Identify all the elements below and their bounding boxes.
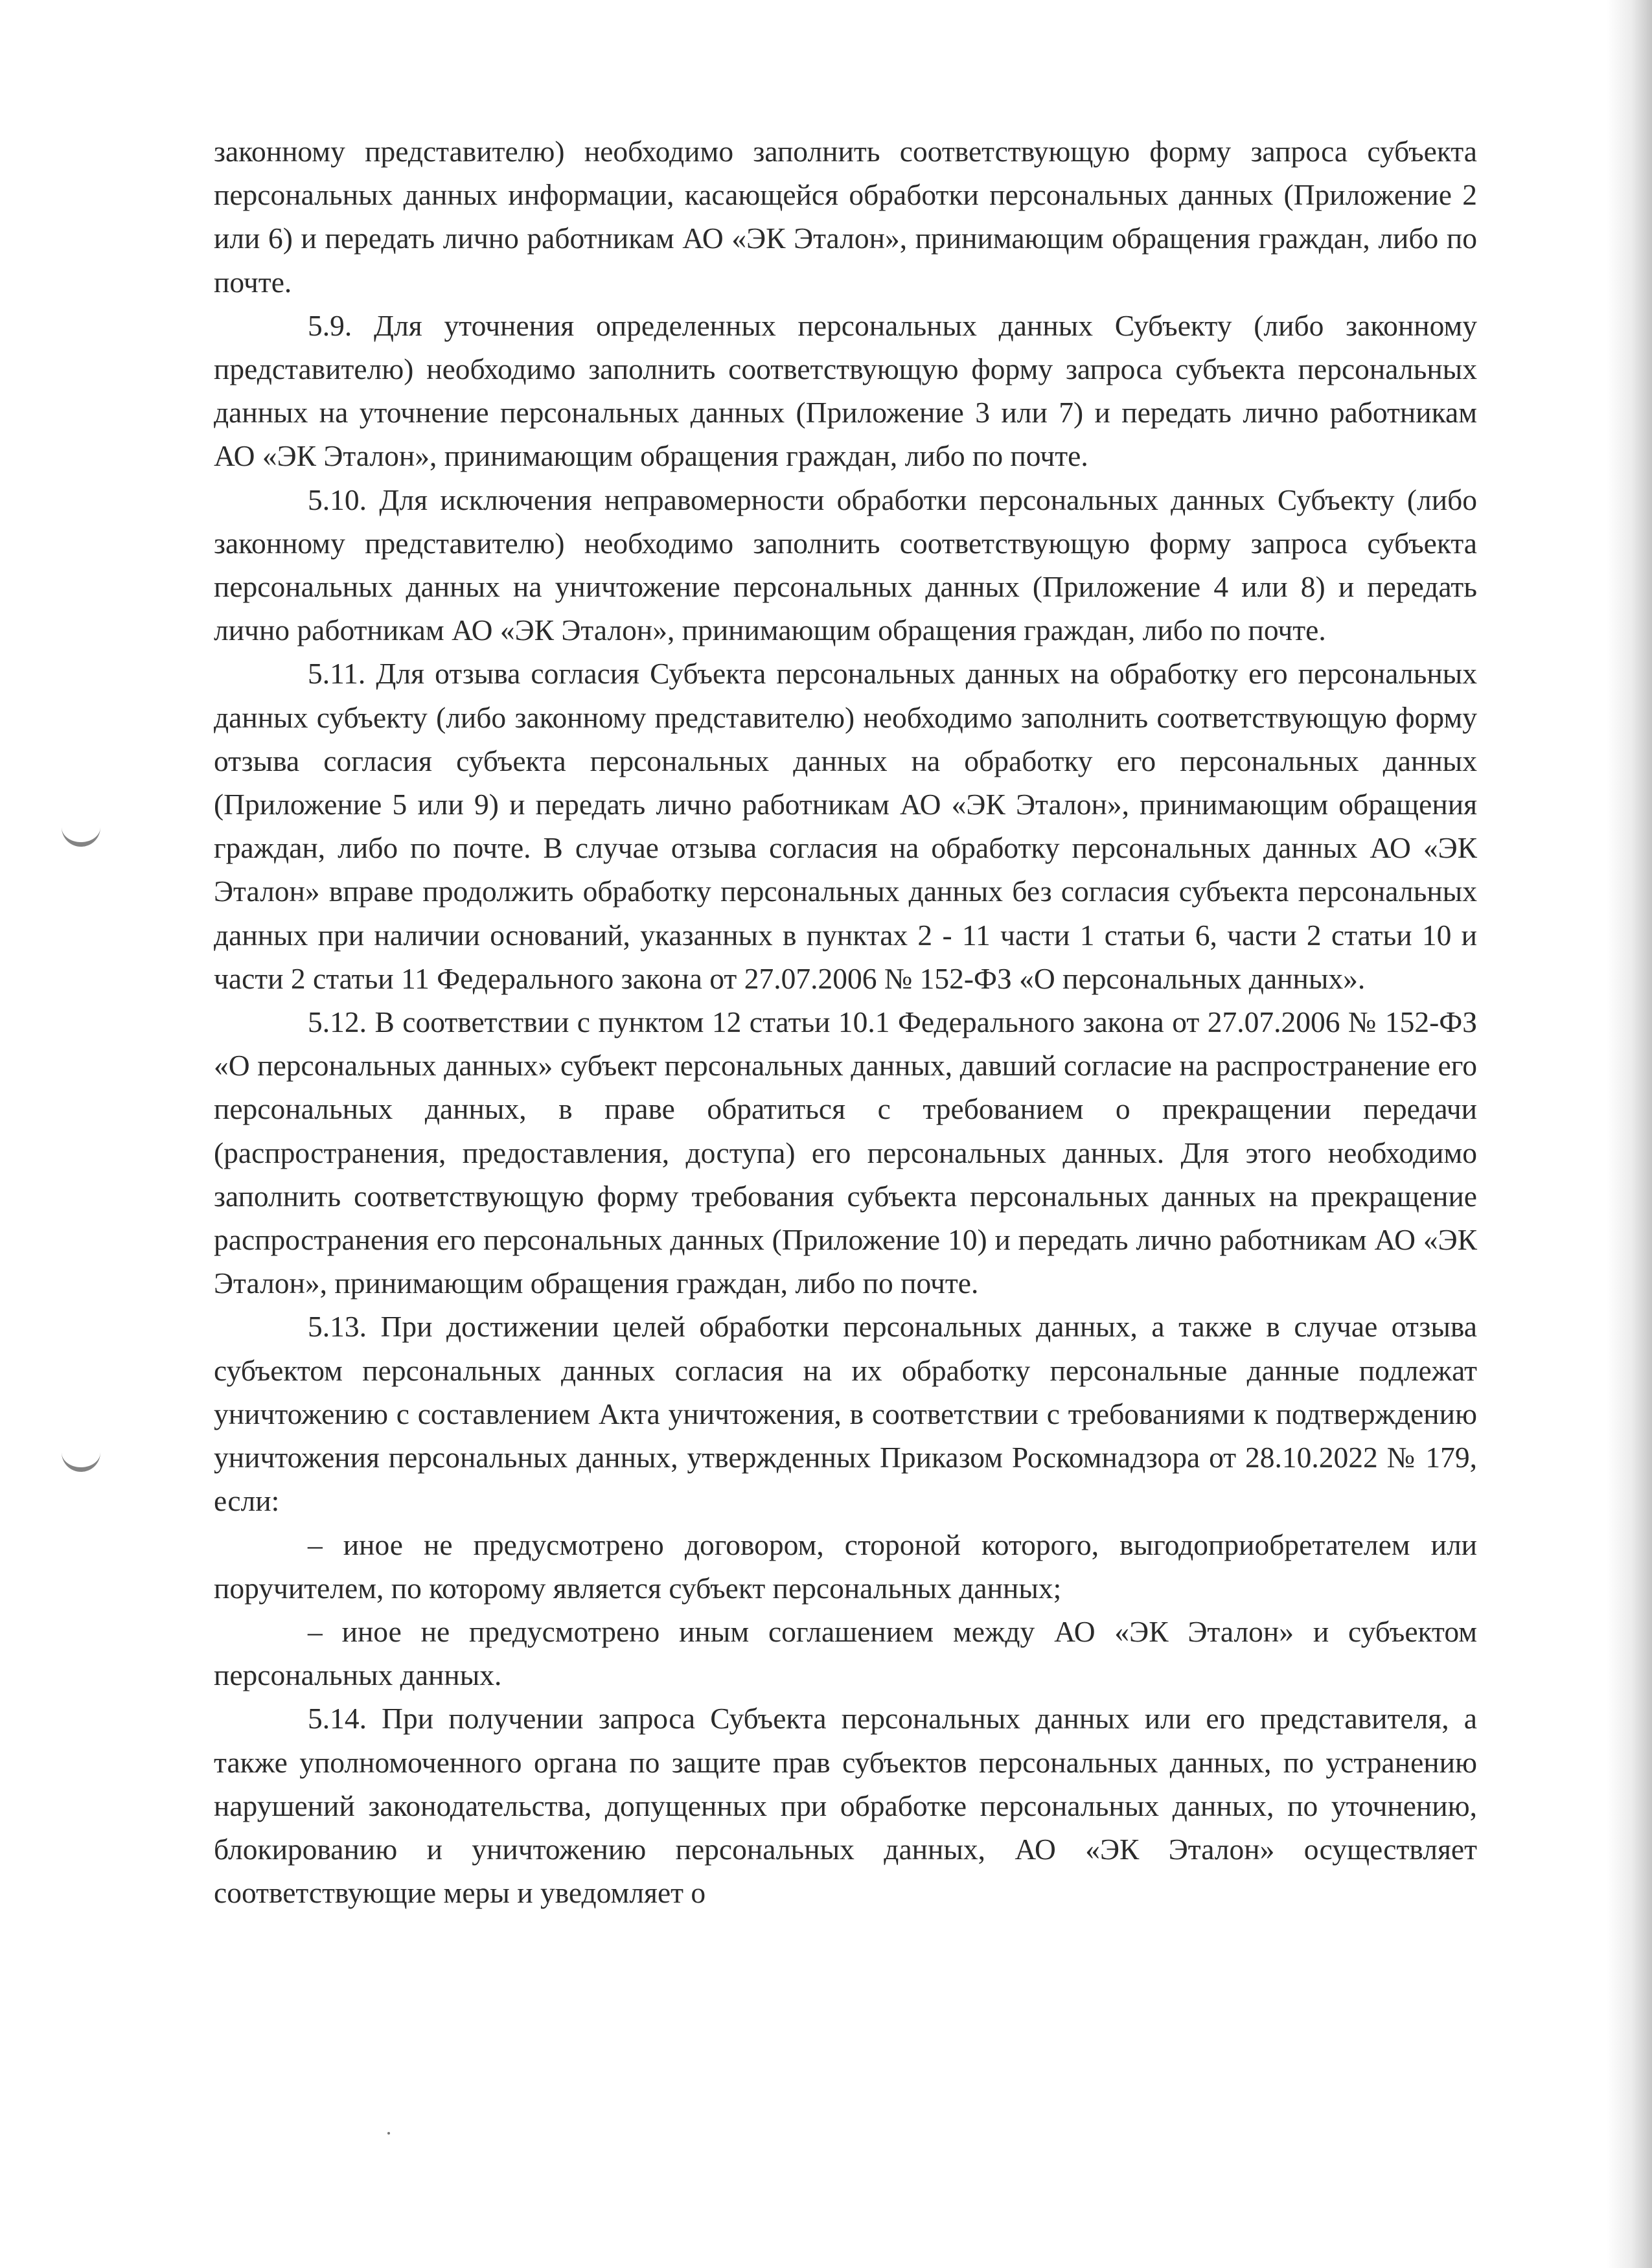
paragraph-5-11: 5.11. Для отзыва согласия Субъекта персональных данных на обработку его персональных данных субъекту (либо законному представителю) необходимо заполнить соответствующую форму отзыва согласия субъекта персональных данных на обработку его персональных данных (Приложение 5 или 9) и передать лично работникам АО «ЭК Эталон», принимающим обращения граждан, либо по почте. В случае отзыва согласия на обработку персональных данных АО «ЭК Эталон» вправе продолжить обработку персональных данных без согласия субъекта персональных данных при наличии оснований, указанных в пунктах 2 - 11 части 1 статьи 6, части 2 статьи 10 и части 2 статьи 11 Федерального закона от 27.07.2006 № 152-ФЗ «О персональных данных». xyxy=(214,657,1477,995)
scan-edge-shadow xyxy=(1607,0,1652,2268)
list-item-agreement: – иное не предусмотрено иным соглашением между АО «ЭК Эталон» и субъектом персональных данных. xyxy=(214,1614,1477,1692)
paragraph-continuation: законному представителю) необходимо заполнить соответствующую форму запроса субъекта персональных данных информации, касающейся обработки персональных данных (Приложение 2 или 6) и передать лично работникам АО «ЭК Эталон», принимающим обращения граждан, либо по почте. xyxy=(214,135,1477,299)
document-body xyxy=(214,130,1477,1914)
scan-speck xyxy=(387,2132,390,2135)
paragraph-5-13: 5.13. При достижении целей обработки персональных данных, а также в случае отзыва субъектом персональных данных согласия на их обработку персональные данные подлежат уничтожению с составлением Акта уничтожения, в соответствии с требованиями к подтверждению уничтожения персональных данных, утвержденных Приказом Роскомнадзора от 28.10.2022 № 179, если: xyxy=(214,1310,1477,1518)
punch-hole-mark xyxy=(62,1448,100,1472)
paragraph-5-10: 5.10. Для исключения неправомерности обработки персональных данных Субъекту (либо законному представителю) необходимо заполнить соответствующую форму запроса субъекта персональных данных на уничтожение персональных данных (Приложение 4 или 8) и передать лично работникам АО «ЭК Эталон», принимающим обращения граждан, либо по почте. xyxy=(214,483,1477,647)
paragraph-5-12: 5.12. В соответствии с пунктом 12 статьи 10.1 Федерального закона от 27.07.2006 № 152-ФЗ «О персональных данных» субъект персональных данных, давший согласие на распространение его персональных данных, в праве обратиться с требованием о прекращении передачи (распространения, предоставления, доступа) его персональных данных. Для этого необходимо заполнить соответствующую форму требования субъекта персональных данных на прекращение распространения его персональных данных (Приложение 10) и передать лично работникам АО «ЭК Эталон», принимающим обращения граждан, либо по почте. xyxy=(214,1005,1477,1300)
paragraph-5-14: 5.14. При получении запроса Субъекта персональных данных или его представителя, а также уполномоченного органа по защите прав субъектов персональных данных, по устранению нарушений законодательства, допущенных при обработке персональных данных, по уточнению, блокированию и уничтожению персональных данных, АО «ЭК Эталон» осуществляет соответствующие меры и уведомляет о xyxy=(214,1702,1477,1910)
punch-hole-mark xyxy=(62,823,100,847)
paragraph-5-9: 5.9. Для уточнения определенных персональных данных Субъекту (либо законному представителю) необходимо заполнить соответствующую форму запроса субъекта персональных данных на уточнение персональных данных (Приложение 3 или 7) и передать лично работникам АО «ЭК Эталон», принимающим обращения граждан, либо по почте. xyxy=(214,308,1477,473)
list-item-contract: – иное не предусмотрено договором, стороной которого, выгодоприобретателем или поручителем, по которому является субъект персональных данных; xyxy=(214,1528,1477,1605)
